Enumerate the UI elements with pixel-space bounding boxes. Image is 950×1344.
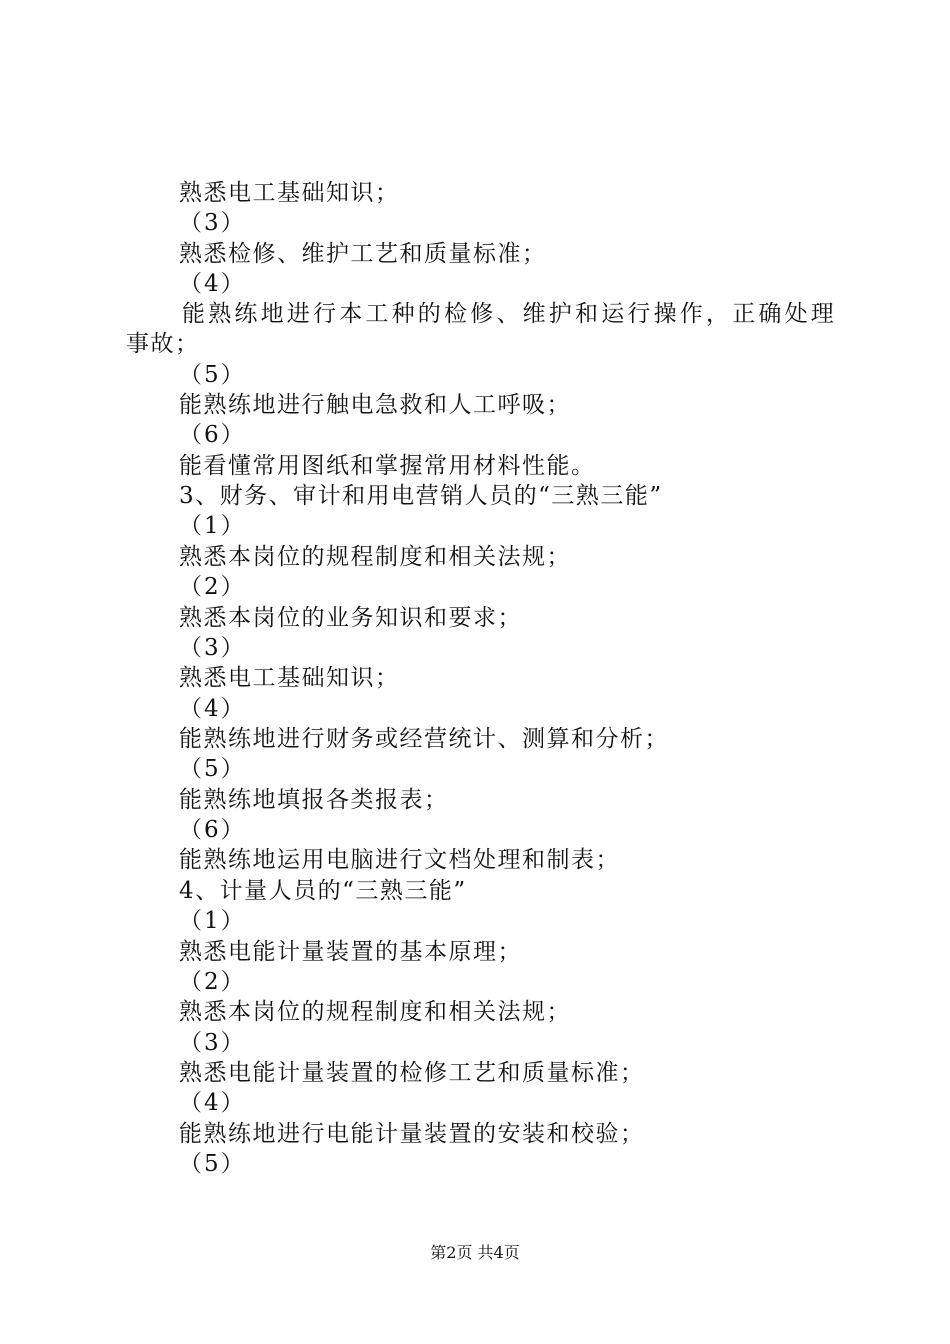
- text-line: 熟悉本岗位的规程制度和相关法规；: [179, 544, 571, 570]
- item-number: （5）: [179, 1151, 246, 1177]
- text-line: 熟悉电工基础知识；: [179, 665, 400, 691]
- text-line: 熟悉电工基础知识；: [179, 180, 400, 206]
- item-number: （4）: [179, 1090, 246, 1116]
- text-line: 熟悉电能计量装置的基本原理；: [179, 939, 522, 965]
- item-number: （4）: [179, 271, 246, 297]
- text-line: 能熟练地运用电脑进行文档处理和制表；: [179, 847, 620, 873]
- item-number: （1）: [179, 513, 246, 539]
- section-heading: 4、计量人员的“三熟三能”: [179, 878, 467, 904]
- item-number: （5）: [179, 362, 246, 388]
- text-line: 事故；: [126, 331, 200, 357]
- text-line: 能熟练地进行财务或经营统计、测算和分析；: [179, 726, 669, 752]
- text-line: 能熟练地进行本工种的检修、维护和运行操作，正确处理: [182, 301, 837, 327]
- text-line: 熟悉本岗位的业务知识和要求；: [179, 605, 522, 631]
- text-line: 能熟练地进行电能计量装置的安装和校验；: [179, 1121, 645, 1147]
- section-heading: 3、财务、审计和用电营销人员的“三熟三能”: [179, 483, 663, 509]
- text-line: 熟悉本岗位的规程制度和相关法规；: [179, 999, 571, 1025]
- item-number: （6）: [179, 422, 246, 448]
- item-number: （2）: [179, 969, 246, 995]
- item-number: （3）: [179, 635, 246, 661]
- item-number: （3）: [179, 210, 246, 236]
- item-number: （4）: [179, 696, 246, 722]
- item-number: （5）: [179, 756, 246, 782]
- text-line: 能熟练地进行触电急救和人工呼吸；: [179, 392, 571, 418]
- item-number: （1）: [179, 908, 246, 934]
- text-line: 能熟练地填报各类报表；: [179, 787, 449, 813]
- item-number: （2）: [179, 574, 246, 600]
- item-number: （3）: [179, 1030, 246, 1056]
- item-number: （6）: [179, 817, 246, 843]
- text-line: 熟悉检修、维护工艺和质量标准；: [179, 241, 547, 267]
- text-line: 能看懂常用图纸和掌握常用材料性能。: [179, 453, 596, 479]
- text-line: 熟悉电能计量装置的检修工艺和质量标准；: [179, 1060, 645, 1086]
- page-number: 第2页 共4页: [430, 1243, 520, 1262]
